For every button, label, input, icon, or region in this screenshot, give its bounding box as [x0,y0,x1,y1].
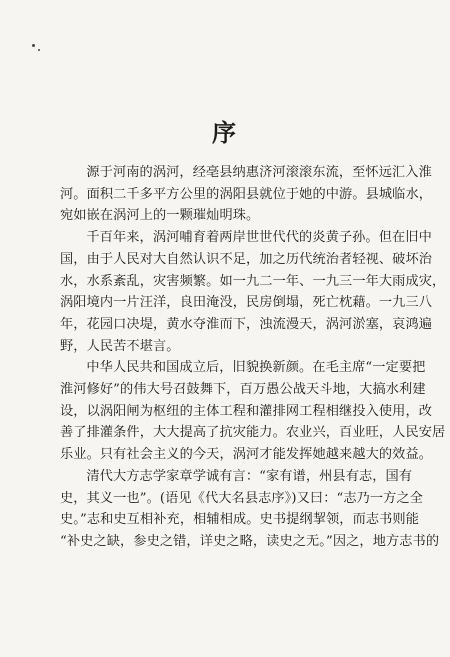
paragraph [60,357,446,466]
text-line: 年，花园口决堤，黄水夺淮而下，浊流漫天，涡河淤塞，哀鸿遍 [60,316,433,332]
text-line: “补史之缺，参史之错，详史之略，读史之无。”因之，地方志书的 [60,533,440,549]
text-line: 涡阳境内一片汪洋，良田淹没，民房倒塌，死亡枕藉。一九三八 [60,295,433,311]
paragraph [60,227,446,357]
text-line: 设，以涡阳闸为枢纽的主体工程和灌排网工程相继投入使用，改 [60,403,433,419]
text-line: 源于河南的涡河，经亳县纳惠济河滚滚东流，至怀远汇入淮 [86,165,432,180]
text-line: 宛如嵌在涡河上的一颗璀灿明珠。 [60,208,260,224]
paragraph [60,466,440,553]
text-line: 野，人民苦不堪言。 [60,338,180,354]
scan-speck [32,44,35,47]
text-line: 河。面积二千多平方公里的涡阳县就位于她的中游。县城临水， [60,186,433,202]
text-line: 史，其义一也”。(语见《代大名县志序》)又曰：“志乃一方之全 [60,490,424,506]
text-line: 淮河修好”的伟大号召鼓舞下，百万愚公战天斗地，大搞水利建 [60,382,426,398]
text-line: 水，水系紊乱，灾害频繁。如一九二一年、一九三一年大雨成灾， [60,273,446,289]
text-line: 中华人民共和国成立后，旧貌换新颜。在毛主席“一定要把 [86,360,426,376]
text-line: 善了排灌条件，大大提高了抗灾能力。农业兴，百业旺，人民安居 [60,425,446,441]
text-line: 千百年来，涡河哺育着两岸世世代代的炎黄子孙。但在旧中 [86,230,432,246]
text-line: 乐业。只有社会主义的今天，涡河才能发挥她越来越大的效益。 [60,447,433,463]
text-line: 国，由于人民对大自然认识不足，加之历代统治者轻视、破坏治 [60,251,433,267]
paragraph [60,162,433,227]
page-title: 序 [212,118,238,147]
text-line: 清代大方志学家章学诚有言：“家有谱，州县有志，国有 [86,468,413,484]
body-text [60,162,446,553]
text-line: 史。”志和史互相补充，相辅相成。史书提纲挈领，而志书则能 [60,512,420,528]
scan-speck [38,49,40,51]
